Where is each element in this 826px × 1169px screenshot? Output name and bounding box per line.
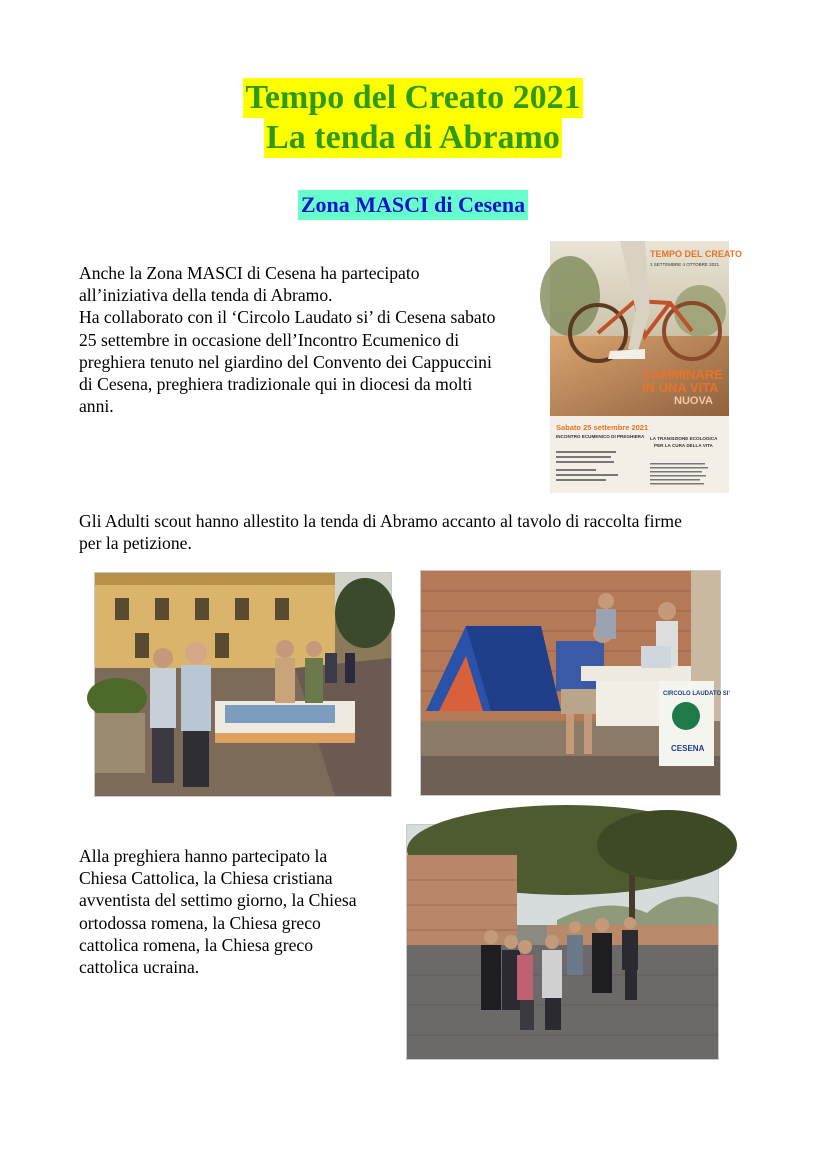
paragraph-line: cattolica ucraina.	[79, 957, 200, 978]
poster-graphic	[550, 241, 743, 493]
banner-text-1: CIRCOLO LAUDATO SI'	[663, 691, 730, 697]
poster-headline-2: IN UNA VITA	[642, 380, 719, 395]
subtitle-block	[0, 190, 826, 220]
paragraph-line: Gli Adulti scout hanno allestito la tenda di Abramo accanto al tavolo di raccolta firme	[79, 511, 682, 531]
paragraph-line: Ha collaborato con il ‘Circolo Laudato si’ di Cesena sabato	[79, 307, 496, 328]
paragraph-line: Alla preghiera hanno partecipato la	[79, 846, 328, 866]
paragraph-line: Chiesa Cattolica, la Chiesa cristiana	[79, 868, 333, 889]
event-poster	[550, 241, 743, 493]
paragraph-line: ortodossa romena, la Chiesa greco	[79, 912, 321, 933]
paragraph-line: all’iniziativa della tenda di Abramo.	[79, 285, 333, 306]
poster-date-line: Sabato 25 settembre 2021	[556, 423, 649, 432]
photo-tent-graphic	[421, 571, 730, 795]
paragraph-line: Anche la Zona MASCI di Cesena ha partecipato	[79, 263, 420, 283]
poster-tagline-2: PER LA CURA DELLA VITA	[654, 443, 713, 448]
paragraph-line: preghiera tenuto nel giardino del Convento dei Cappuccini	[79, 351, 492, 372]
paragraph-2	[79, 510, 779, 554]
banner-text-2: CESENA	[671, 744, 705, 753]
title-line-1: Tempo del Creato 2021	[245, 79, 581, 116]
paragraph-line: per la petizione.	[79, 533, 192, 554]
paragraph-1	[79, 262, 549, 417]
poster-event: INCONTRO ECUMENICO DI PREGHIERA	[556, 434, 645, 439]
title-line-2: La tenda di Abramo	[266, 119, 560, 156]
photo-courtyard-graphic	[95, 573, 391, 796]
title-block	[0, 78, 826, 158]
photo-prayer-graphic	[407, 825, 718, 1059]
subtitle: Zona MASCI di Cesena	[298, 190, 528, 220]
poster-headline-3: NUOVA	[674, 395, 713, 407]
poster-title: TEMPO DEL CREATO	[650, 249, 743, 259]
photo-tent-petition	[420, 570, 730, 796]
paragraph-line: di Cesena, preghiera tradizionale qui in diocesi da molti	[79, 374, 473, 395]
poster-dates: 1 SETTEMBRE 4 OTTOBRE 2021	[650, 262, 720, 267]
photo-prayer-gathering	[406, 824, 719, 1060]
poster-headline-1: CAMMINARE	[642, 367, 723, 382]
paragraph-line: cattolica romena, la Chiesa greco	[79, 934, 313, 955]
paragraph-line: avventista del settimo giorno, la Chiesa	[79, 890, 357, 911]
poster-tagline-1: LA TRANSIZIONE ECOLOGICA	[650, 436, 718, 441]
photo-courtyard-table	[94, 572, 392, 797]
paragraph-3	[79, 845, 399, 978]
paragraph-line: 25 settembre in occasione dell’Incontro Ecumenico di	[79, 329, 460, 350]
paragraph-line: anni.	[79, 396, 114, 417]
